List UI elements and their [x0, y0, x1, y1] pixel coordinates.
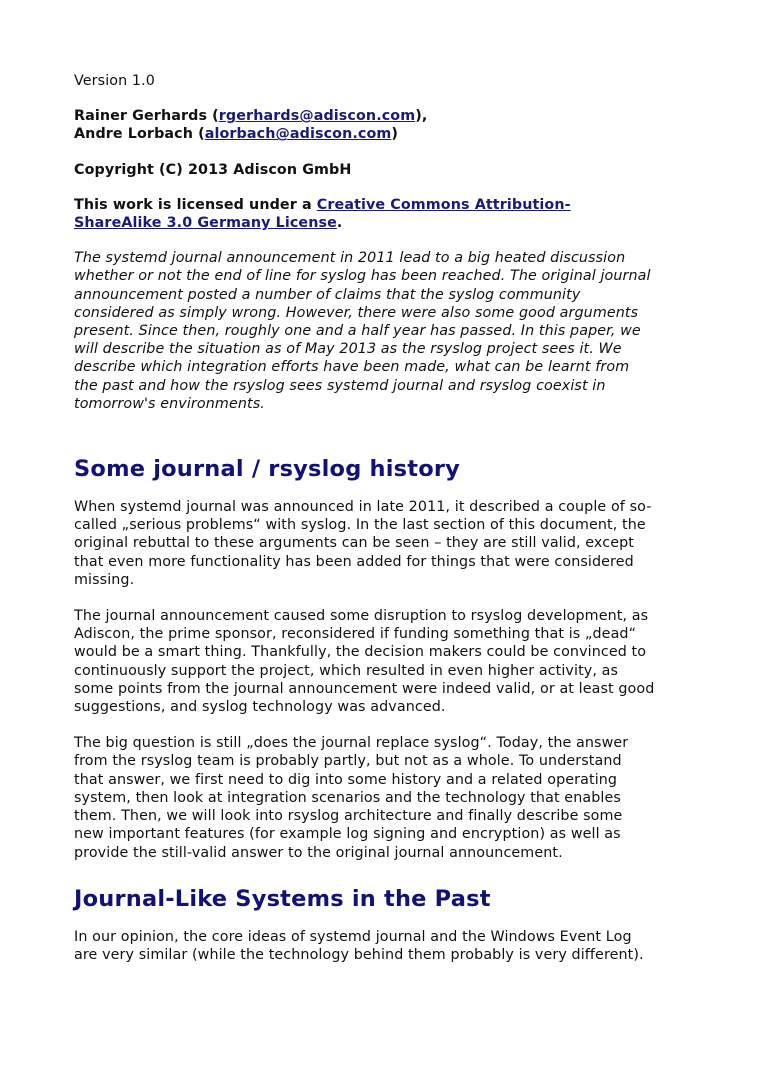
license-suffix: . [336, 215, 343, 232]
body-line: that even more functionality has been added for things that were considered [74, 553, 634, 570]
license-link-part-1[interactable]: Creative Commons Attribution- [316, 196, 571, 213]
body-line: The journal announcement caused some disruption to rsyslog development, as [74, 608, 649, 625]
body-line: provide the still-valid answer to the original journal announcement. [74, 844, 563, 861]
body-line: system, then look at integration scenarios and the technology that enables [74, 789, 621, 806]
license-link-part-2[interactable]: ShareAlike 3.0 Germany License [74, 215, 337, 232]
author1-name: Rainer Gerhards ( [74, 108, 219, 125]
body-line: would be a smart thing. Thankfully, the decision makers could be convinced to [74, 644, 647, 661]
body-line: that answer, we first need to dig into some history and a related operating [74, 771, 618, 788]
body-line: When systemd journal was announced in late 2011, it described a couple of so- [74, 499, 652, 516]
author1-suffix: ), [415, 108, 428, 125]
abstract-line: considered as simply wrong. However, there were also some good arguments [74, 304, 639, 321]
license-prefix: This work is licensed under a [74, 196, 317, 213]
version-line: Version 1.0 [74, 73, 155, 89]
license-block [74, 196, 704, 232]
body-line: In our opinion, the core ideas of systemd journal and the Windows Event Log [74, 928, 632, 945]
abstract-line: The systemd journal announcement in 2011 lead to a big heated discussion [74, 250, 626, 267]
section-heading-journal-like-systems: Journal-Like Systems in the Past [74, 885, 491, 912]
body-line: them. Then, we will look into rsyslog architecture and finally describe some [74, 808, 623, 825]
history-paragraph-3 [74, 734, 704, 861]
body-line: are very similar (while the technology behind them probably is very different). [74, 946, 644, 963]
author-line-1 [74, 107, 704, 125]
author1-email-link[interactable]: rgerhards@adiscon.com [218, 108, 416, 125]
author-line-2 [74, 125, 704, 143]
abstract-line: will describe the situation as of May 2013 as the rsyslog project sees it. We [74, 341, 622, 358]
copyright-line: Copyright (C) 2013 Adiscon GmbH [74, 161, 352, 178]
author2-email-link[interactable]: alorbach@adiscon.com [204, 126, 392, 143]
body-line: some points from the journal announcement were indeed valid, or at least good [74, 680, 655, 697]
author2-name: Andre Lorbach ( [74, 126, 205, 143]
body-line: The big question is still „does the journal replace syslog“. Today, the answer [74, 735, 629, 752]
body-line: Adiscon, the prime sponsor, reconsidered if funding something that is „dead“ [74, 626, 637, 643]
abstract-line: whether or not the end of line for syslog has been reached. The original journal [74, 268, 651, 285]
body-line: original rebuttal to these arguments can be seen – they are still valid, except [74, 535, 634, 552]
body-line: called „serious problems“ with syslog. In the last section of this document, the [74, 517, 646, 534]
authors-block [74, 107, 704, 143]
body-line: missing. [74, 571, 135, 588]
history-paragraph-2 [74, 607, 704, 716]
body-line: new important features (for example log signing and encryption) as well as [74, 826, 621, 843]
abstract-line: the past and how the rsyslog sees systemd journal and rsyslog coexist in [74, 377, 606, 394]
body-line: continuously support the project, which resulted in even higher activity, as [74, 662, 619, 679]
journal-like-paragraph-1 [74, 928, 704, 964]
history-paragraph-1 [74, 498, 704, 589]
author2-suffix: ) [391, 126, 399, 143]
abstract-line: present. Since then, roughly one and a half year has passed. In this paper, we [74, 323, 641, 340]
abstract-line: tomorrow's environments. [74, 395, 265, 412]
abstract-line: announcement posted a number of claims that the syslog community [74, 286, 581, 303]
abstract-line: describe which integration efforts have been made, what can be learnt from [74, 359, 630, 376]
body-line: suggestions, and syslog technology was advanced. [74, 699, 446, 716]
body-line: from the rsyslog team is probably partly, but not as a whole. To understand [74, 753, 622, 770]
license-line-2 [74, 214, 704, 232]
abstract-paragraph [74, 249, 704, 413]
section-heading-history: Some journal / rsyslog history [74, 456, 461, 483]
license-line-1 [74, 196, 704, 214]
